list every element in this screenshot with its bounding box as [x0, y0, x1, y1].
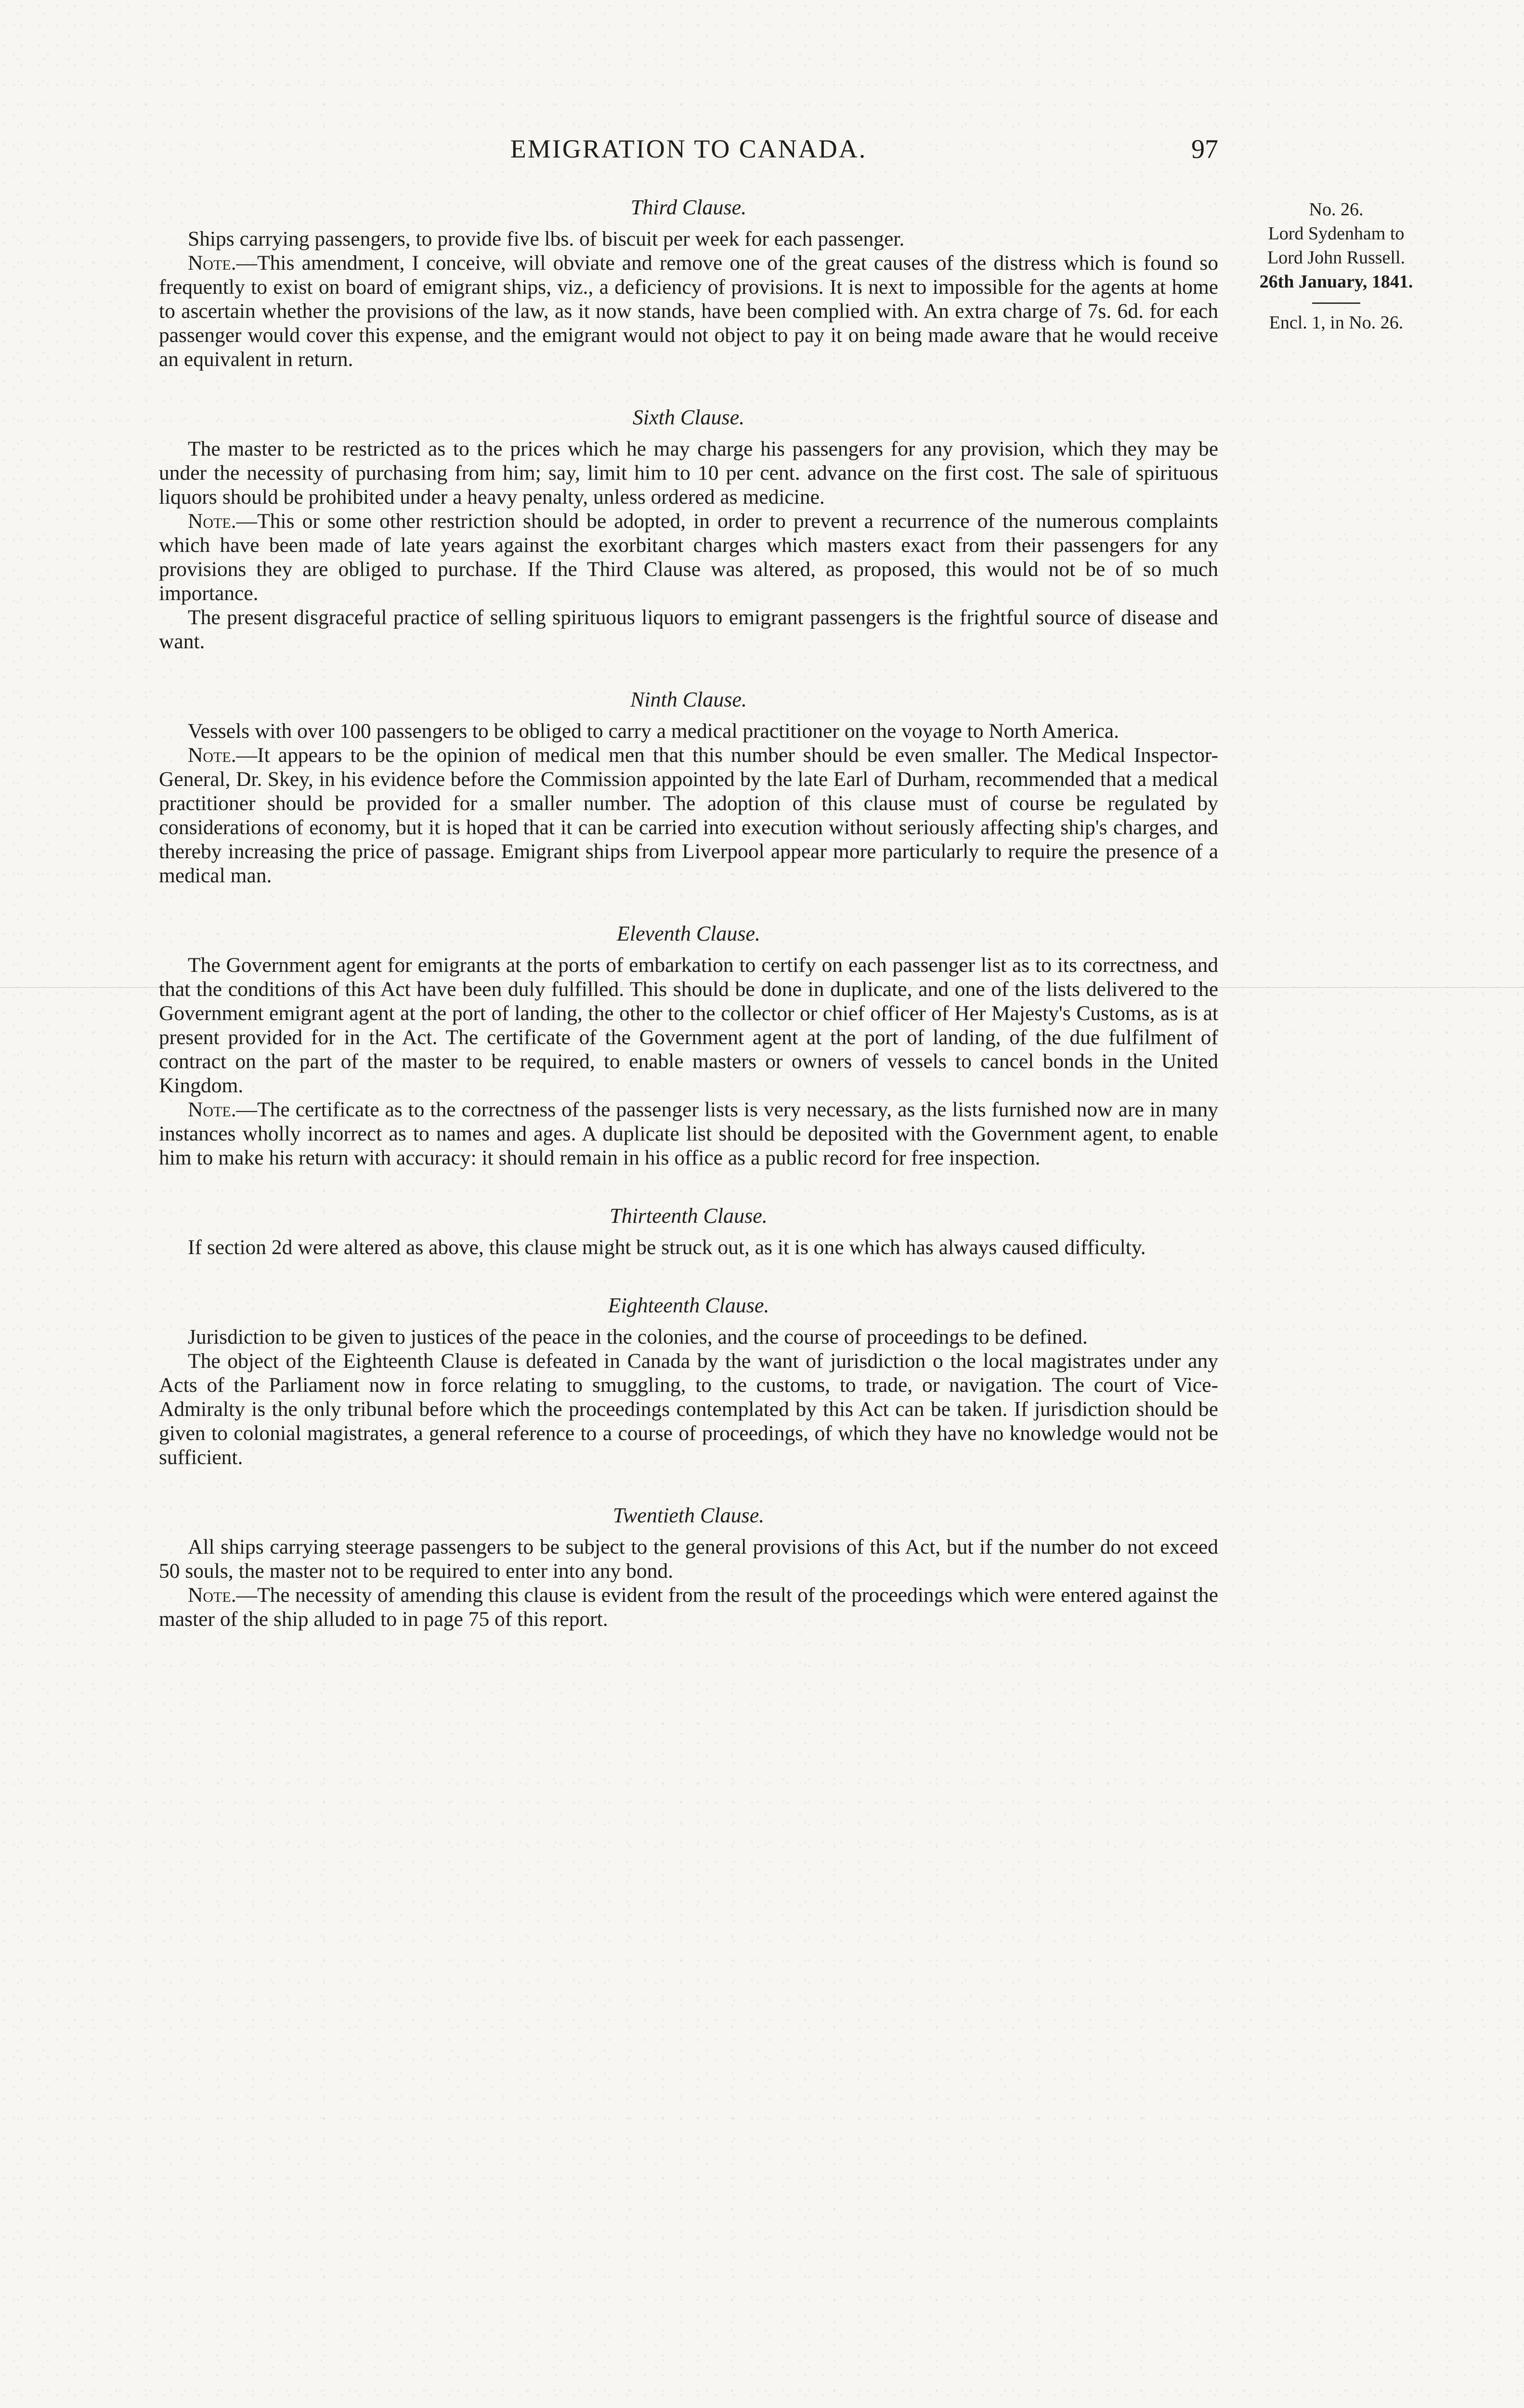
note-paragraph: [159, 1098, 1218, 1170]
paragraph-text: Jurisdiction to be given to justices of the peace in the colonies, and the course of proceedings to be defined.: [188, 1325, 1088, 1348]
note-label: Note.: [188, 1098, 236, 1121]
note-paragraph: [159, 743, 1218, 888]
note-paragraph: [159, 251, 1218, 371]
paragraph-text: The present disgraceful practice of selling spirituous liquors to emigrant passengers is the frightful source of disease and want.: [159, 606, 1218, 653]
paragraph-text: All ships carrying steerage passengers to be subject to the general provisions of this Act, but if the number do not exceed 50 souls, the master not to be required to enter into any bond.: [159, 1535, 1218, 1583]
paragraph-text: —It appears to be the opinion of medical men that this number should be even smaller. The Medical Inspector-General, Dr. Skey, in his evidence before the Commission appointed by the late Earl of Durham, recommended that a medical practitioner should be provided for a smaller number. The adoption of this clause must of course be regulated by considerations of economy, but it is hoped that it can be carried into execution without seriously affecting ship's charges, and thereby increasing the price of passage. Emigrant ships from Liverpool appear more particularly to require the presence of a medical man.: [159, 744, 1218, 887]
main-text: [159, 195, 1218, 1665]
note-paragraph: [159, 509, 1218, 605]
clause-heading: Twentieth Clause.: [612, 1504, 765, 1527]
paragraph-text: If section 2d were altered as above, this clause might be struck out, as it is one which has always caused difficulty.: [188, 1236, 1146, 1259]
margin-note-enclosure: Encl. 1, in No. 26.: [1269, 313, 1404, 333]
clause-heading: Eighteenth Clause.: [608, 1294, 769, 1317]
clause-heading: Third Clause.: [630, 196, 747, 219]
margin-note: [1235, 197, 1437, 335]
paragraph-text: —This or some other restriction should be adopted, in order to prevent a recurrence of the numerous complaints which have been made of late years against the exorbitant charges which masters exact from their passengers for any provisions they are obliged to purchase. If the Third Clause was altered, as proposed, this would not be of so much importance.: [159, 510, 1218, 605]
margin-note-number: No. 26.: [1309, 199, 1364, 220]
clause-heading: Ninth Clause.: [630, 688, 747, 711]
clause-section: [159, 195, 1218, 371]
note-label: Note.: [188, 251, 236, 275]
page-number: 97: [1191, 134, 1218, 164]
clause-section: [159, 1204, 1218, 1259]
paragraph-text: The master to be restricted as to the prices which he may charge his passengers for any provision, which they may be under the necessity of purchasing from him; say, limit him to 10 per cent. advance on the first cost. The sale of spirituous liquors should be prohibited under a heavy penalty, unless ordered as medicine.: [159, 437, 1218, 509]
note-paragraph: [159, 1583, 1218, 1631]
paragraph-text: Vessels with over 100 passengers to be obliged to carry a medical practitioner on the voyage to North America.: [188, 720, 1119, 743]
paragraph-text: The object of the Eighteenth Clause is defeated in Canada by the want of jurisdiction o the local magistrates under any Acts of the Parliament now in force relating to smuggling, to the customs, to trade, or navigation. The court of Vice-Admiralty is the only tribunal before which the proceedings contemplated by this Act can be taken. If jurisdiction should be given to colonial magistrates, a general reference to a course of proceedings, of which they have no knowledge would not be sufficient.: [159, 1349, 1218, 1469]
paragraph-text: —This amendment, I conceive, will obviate and remove one of the great causes of the distress which is found so frequently to exist on board of emigrant ships, viz., a deficiency of provisions. It is next to impossible for the agents at home to ascertain whether the provisions of the law, as it now stands, have been complied with. An extra charge of 7s. 6d. for each passenger would cover this expense, and the emigrant would not object to pay it on being made aware that he would receive an equivalent in return.: [159, 251, 1218, 371]
margin-note-from: Lord Sydenham to: [1268, 223, 1405, 244]
clause-section: [159, 687, 1218, 888]
paragraph-text: —The necessity of amending this clause is evident from the result of the proceedings which were entered against the master of the ship alluded to in page 75 of this report.: [159, 1584, 1218, 1631]
note-label: Note.: [188, 1584, 236, 1607]
clause-section: [159, 1293, 1218, 1469]
margin-note-to: Lord John Russell.: [1267, 248, 1406, 268]
paragraph: [159, 1235, 1218, 1259]
paragraph: [159, 1349, 1218, 1469]
running-title: EMIGRATION TO CANADA.: [510, 134, 867, 163]
margin-note-date: 26th January, 1841.: [1259, 272, 1413, 292]
clause-section: [159, 921, 1218, 1170]
clause-section: [159, 1503, 1218, 1631]
clause-heading: Thirteenth Clause.: [610, 1204, 768, 1228]
clause-heading: Sixth Clause.: [632, 406, 745, 429]
clause-section: [159, 405, 1218, 654]
paragraph-text: Ships carrying passengers, to provide five lbs. of biscuit per week for each passenger.: [188, 227, 905, 250]
paragraph: [159, 1535, 1218, 1583]
paragraph: [159, 1325, 1218, 1349]
paragraph-text: The Government agent for emigrants at the ports of embarkation to certify on each passenger list as to its correctness, and that the conditions of this Act have been duly fulfilled. This should be done in duplicate, and one of the lists delivered to the Government emigrant agent at the port of landing, the other to the collector or chief officer of Her Majesty's Customs, as is at present provided for in the Act. The certificate of the Government agent at the port of landing, of the due fulfilment of contract on the part of the master to be required, to enable masters or owners of vessels to cancel bonds in the United Kingdom.: [159, 954, 1218, 1097]
note-label: Note.: [188, 744, 236, 767]
margin-note-rule: [1312, 302, 1360, 304]
page-header: [159, 134, 1218, 168]
paragraph: [159, 953, 1218, 1098]
clause-heading: Eleventh Clause.: [616, 922, 761, 945]
paragraph: [159, 437, 1218, 509]
note-label: Note.: [188, 510, 236, 533]
paragraph: [159, 605, 1218, 654]
paragraph: [159, 719, 1218, 743]
paragraph-text: —The certificate as to the correctness of the passenger lists is very necessary, as the lists furnished now are in many instances wholly incorrect as to names and ages. A duplicate list should be deposited with the Government agent, to enable him to make his return with accuracy: it should remain in his office as a public record for free inspection.: [159, 1098, 1218, 1169]
paragraph: [159, 227, 1218, 251]
